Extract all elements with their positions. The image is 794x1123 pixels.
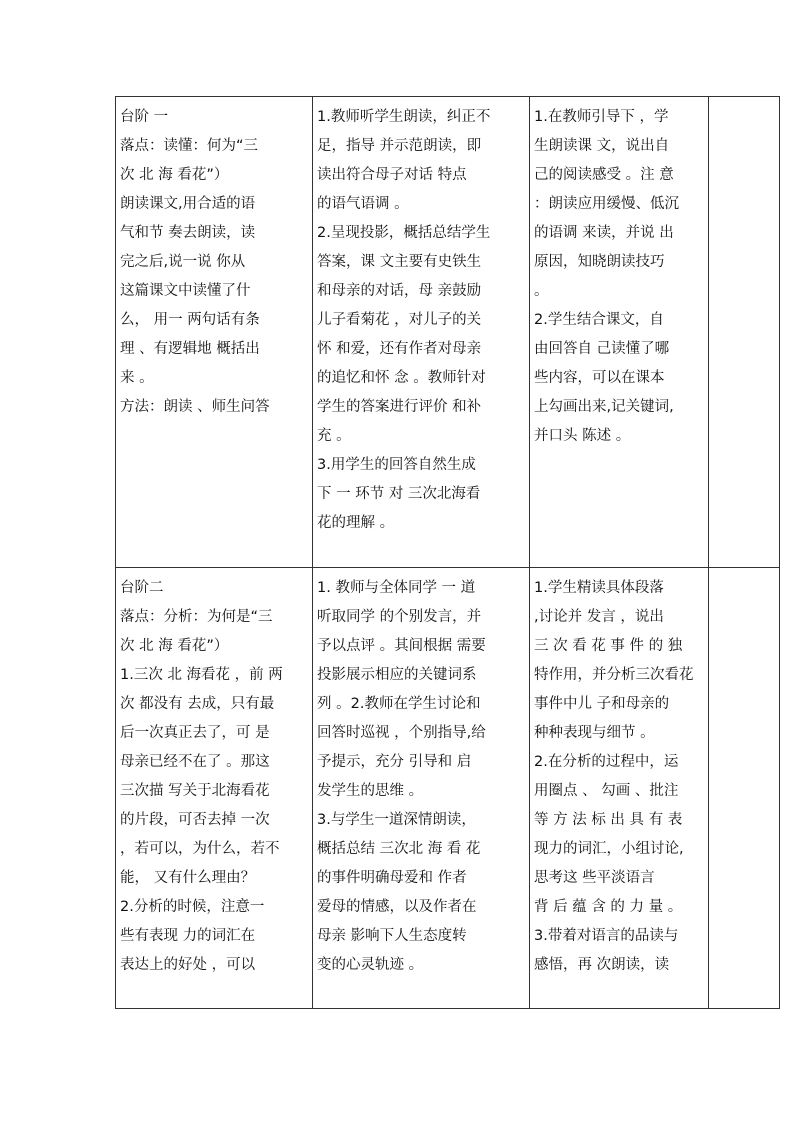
text-line: 这篇课文中读懂了什 — [120, 283, 251, 299]
text-line: 么， 用一 两句话有条 — [120, 312, 260, 328]
text-line: 落点：读懂：何为“三 — [120, 138, 259, 154]
text-line: 听取同学 的个别发言，并 — [317, 609, 482, 625]
text-line: 。 — [534, 283, 549, 299]
text-line: 背 后 蕴 含 的 力 量 。 — [534, 899, 683, 915]
text-line: 次 北 海 看花”） — [120, 167, 229, 183]
text-line: 回答时巡视 ，个别指导,给 — [317, 725, 486, 741]
text-line: 后一次真正去了，可 是 — [120, 725, 270, 741]
text-line: 三 次 看 花 事 件 的 独 — [534, 638, 683, 654]
student-activity-cell — [530, 97, 709, 568]
text-line: 母亲 影响下人生态度转 — [317, 928, 467, 944]
text-line: 变的心灵轨迹 。 — [317, 957, 424, 973]
text-line: 1.三次 北 海看花 ，前 两 — [120, 667, 283, 683]
text-line: 生朗读课 文，说出自 — [534, 138, 670, 154]
text-line: 花的理解 。 — [317, 515, 395, 531]
text-line: 1.学生精读具体段落 — [534, 580, 664, 596]
text-line: 充 。 — [317, 428, 351, 444]
text-line: 列 。2.教师在学生讨论和 — [317, 696, 481, 712]
text-line: 由回答自 己读懂了哪 — [534, 341, 670, 357]
text-line: 些内容，可以在课本 — [534, 370, 665, 386]
text-line: 完之后,说一说 你从 — [120, 254, 246, 270]
text-line: 朗读课文,用合适的语 — [120, 196, 256, 212]
text-line: 特作用，并分析三次看花 — [534, 667, 694, 683]
text-line: 并口头 陈述 。 — [534, 428, 631, 444]
text-line: 1. 教师与全体同学 一 道 — [317, 580, 476, 596]
text-line: 思考这 些平淡语言 — [534, 870, 655, 886]
text-line: 表达上的好处 ，可以 — [120, 957, 256, 973]
text-line: 2.在分析的过程中，运 — [534, 754, 679, 770]
text-line: 读出符合母子对话 特点 — [317, 167, 467, 183]
text-line: 怀 和爱，还有作者对母亲 — [317, 341, 482, 357]
text-line: 上勾画出来,记关键词, — [534, 399, 674, 415]
text-line: 的事件明确母爱和 作者 — [317, 870, 467, 886]
text-line: 事件中儿 子和母亲的 — [534, 696, 670, 712]
text-line: 儿子看菊花 ，对儿子的关 — [317, 312, 482, 328]
text-line: 答案，课 文主要有史铁生 — [317, 254, 482, 270]
text-line: 的语气语调 。 — [317, 196, 409, 212]
text-line: 己的阅读感受 。注 意 — [534, 167, 674, 183]
text-line: 概括总结 三次北 海 看 花 — [317, 841, 481, 857]
text-line: 3.用学生的回答自然生成 — [317, 457, 476, 473]
teacher-activity-cell — [313, 568, 530, 1009]
table-row — [116, 568, 780, 1009]
text-line: 现力的词汇，小组讨论, — [534, 841, 684, 857]
text-line: ,讨论并 发言 ，说出 — [534, 609, 664, 625]
text-line: 些有表现 力的词汇在 — [120, 928, 256, 944]
text-line: 气和节 奏去朗读，读 — [120, 225, 256, 241]
text-line: 的片段，可否去掉 一次 — [120, 812, 270, 828]
teacher-activity-cell — [313, 97, 530, 568]
text-line: 下 一 环节 对 三次北海看 — [317, 486, 481, 502]
text-line: 投影展示相应的关键词系 — [317, 667, 477, 683]
text-line: 予提示，充分 引导和 启 — [317, 754, 472, 770]
text-line: 台阶 一 — [120, 109, 169, 125]
text-line: 等 方 法 标 出 具 有 表 — [534, 812, 683, 828]
text-line: 2.分析的时候，注意一 — [120, 899, 265, 915]
notes-cell — [709, 97, 780, 568]
student-activity-cell — [530, 568, 709, 1009]
text-line: 来 。 — [120, 370, 154, 386]
text-line: 1.教师听学生朗读，纠正不 — [317, 109, 491, 125]
text-line: 方法：朗读 、师生问答 — [120, 399, 270, 415]
text-line: 落点：分析：为何是“三 — [120, 609, 273, 625]
text-line: 3.与学生一道深情朗读， — [317, 812, 476, 828]
text-line: 2.学生结合课文，自 — [534, 312, 664, 328]
text-line: 3.带着对语言的品读与 — [534, 928, 679, 944]
text-line: 2.呈现投影，概括总结学生 — [317, 225, 491, 241]
text-line: 原因，知晓朗读技巧 — [534, 254, 665, 270]
text-line: 爱母的情感，以及作者在 — [317, 899, 477, 915]
stage-cell — [116, 97, 313, 568]
text-line: 足，指导 并示范朗读，即 — [317, 138, 482, 154]
text-line: 次 都没有 去成，只有最 — [120, 696, 275, 712]
text-line: 三次描 写关于北海看花 — [120, 783, 270, 799]
text-line: 发学生的思维 。 — [317, 783, 424, 799]
text-line: 能， 又有什么理由？ — [120, 870, 256, 886]
text-line: 理 、有逻辑地 概括出 — [120, 341, 260, 357]
text-line: 的语调 来读，并说 出 — [534, 225, 674, 241]
text-line: ：朗读应用缓慢、低沉 — [534, 196, 679, 212]
text-line: 感悟，再 次朗读，读 — [534, 957, 670, 973]
text-line: ，若可以，为什么，若不 — [120, 841, 280, 857]
lesson-plan-table — [115, 96, 780, 1009]
text-line: 次 北 海 看花”） — [120, 638, 229, 654]
text-line: 1.在教师引导下 ，学 — [534, 109, 669, 125]
text-line: 种种表现与细节 。 — [534, 725, 655, 741]
text-line: 和母亲的对话，母 亲鼓励 — [317, 283, 482, 299]
text-line: 台阶二 — [120, 580, 164, 596]
table-row — [116, 97, 780, 568]
text-line: 学生的答案进行评价 和补 — [317, 399, 482, 415]
text-line: 予以点评 。其间根据 需要 — [317, 638, 486, 654]
text-line: 母亲已经不在了 。那这 — [120, 754, 270, 770]
text-line: 用圈点 、 勾画 、批注 — [534, 783, 679, 799]
stage-cell — [116, 568, 313, 1009]
notes-cell — [709, 568, 780, 1009]
text-line: 的追忆和怀 念 。教师针对 — [317, 370, 486, 386]
